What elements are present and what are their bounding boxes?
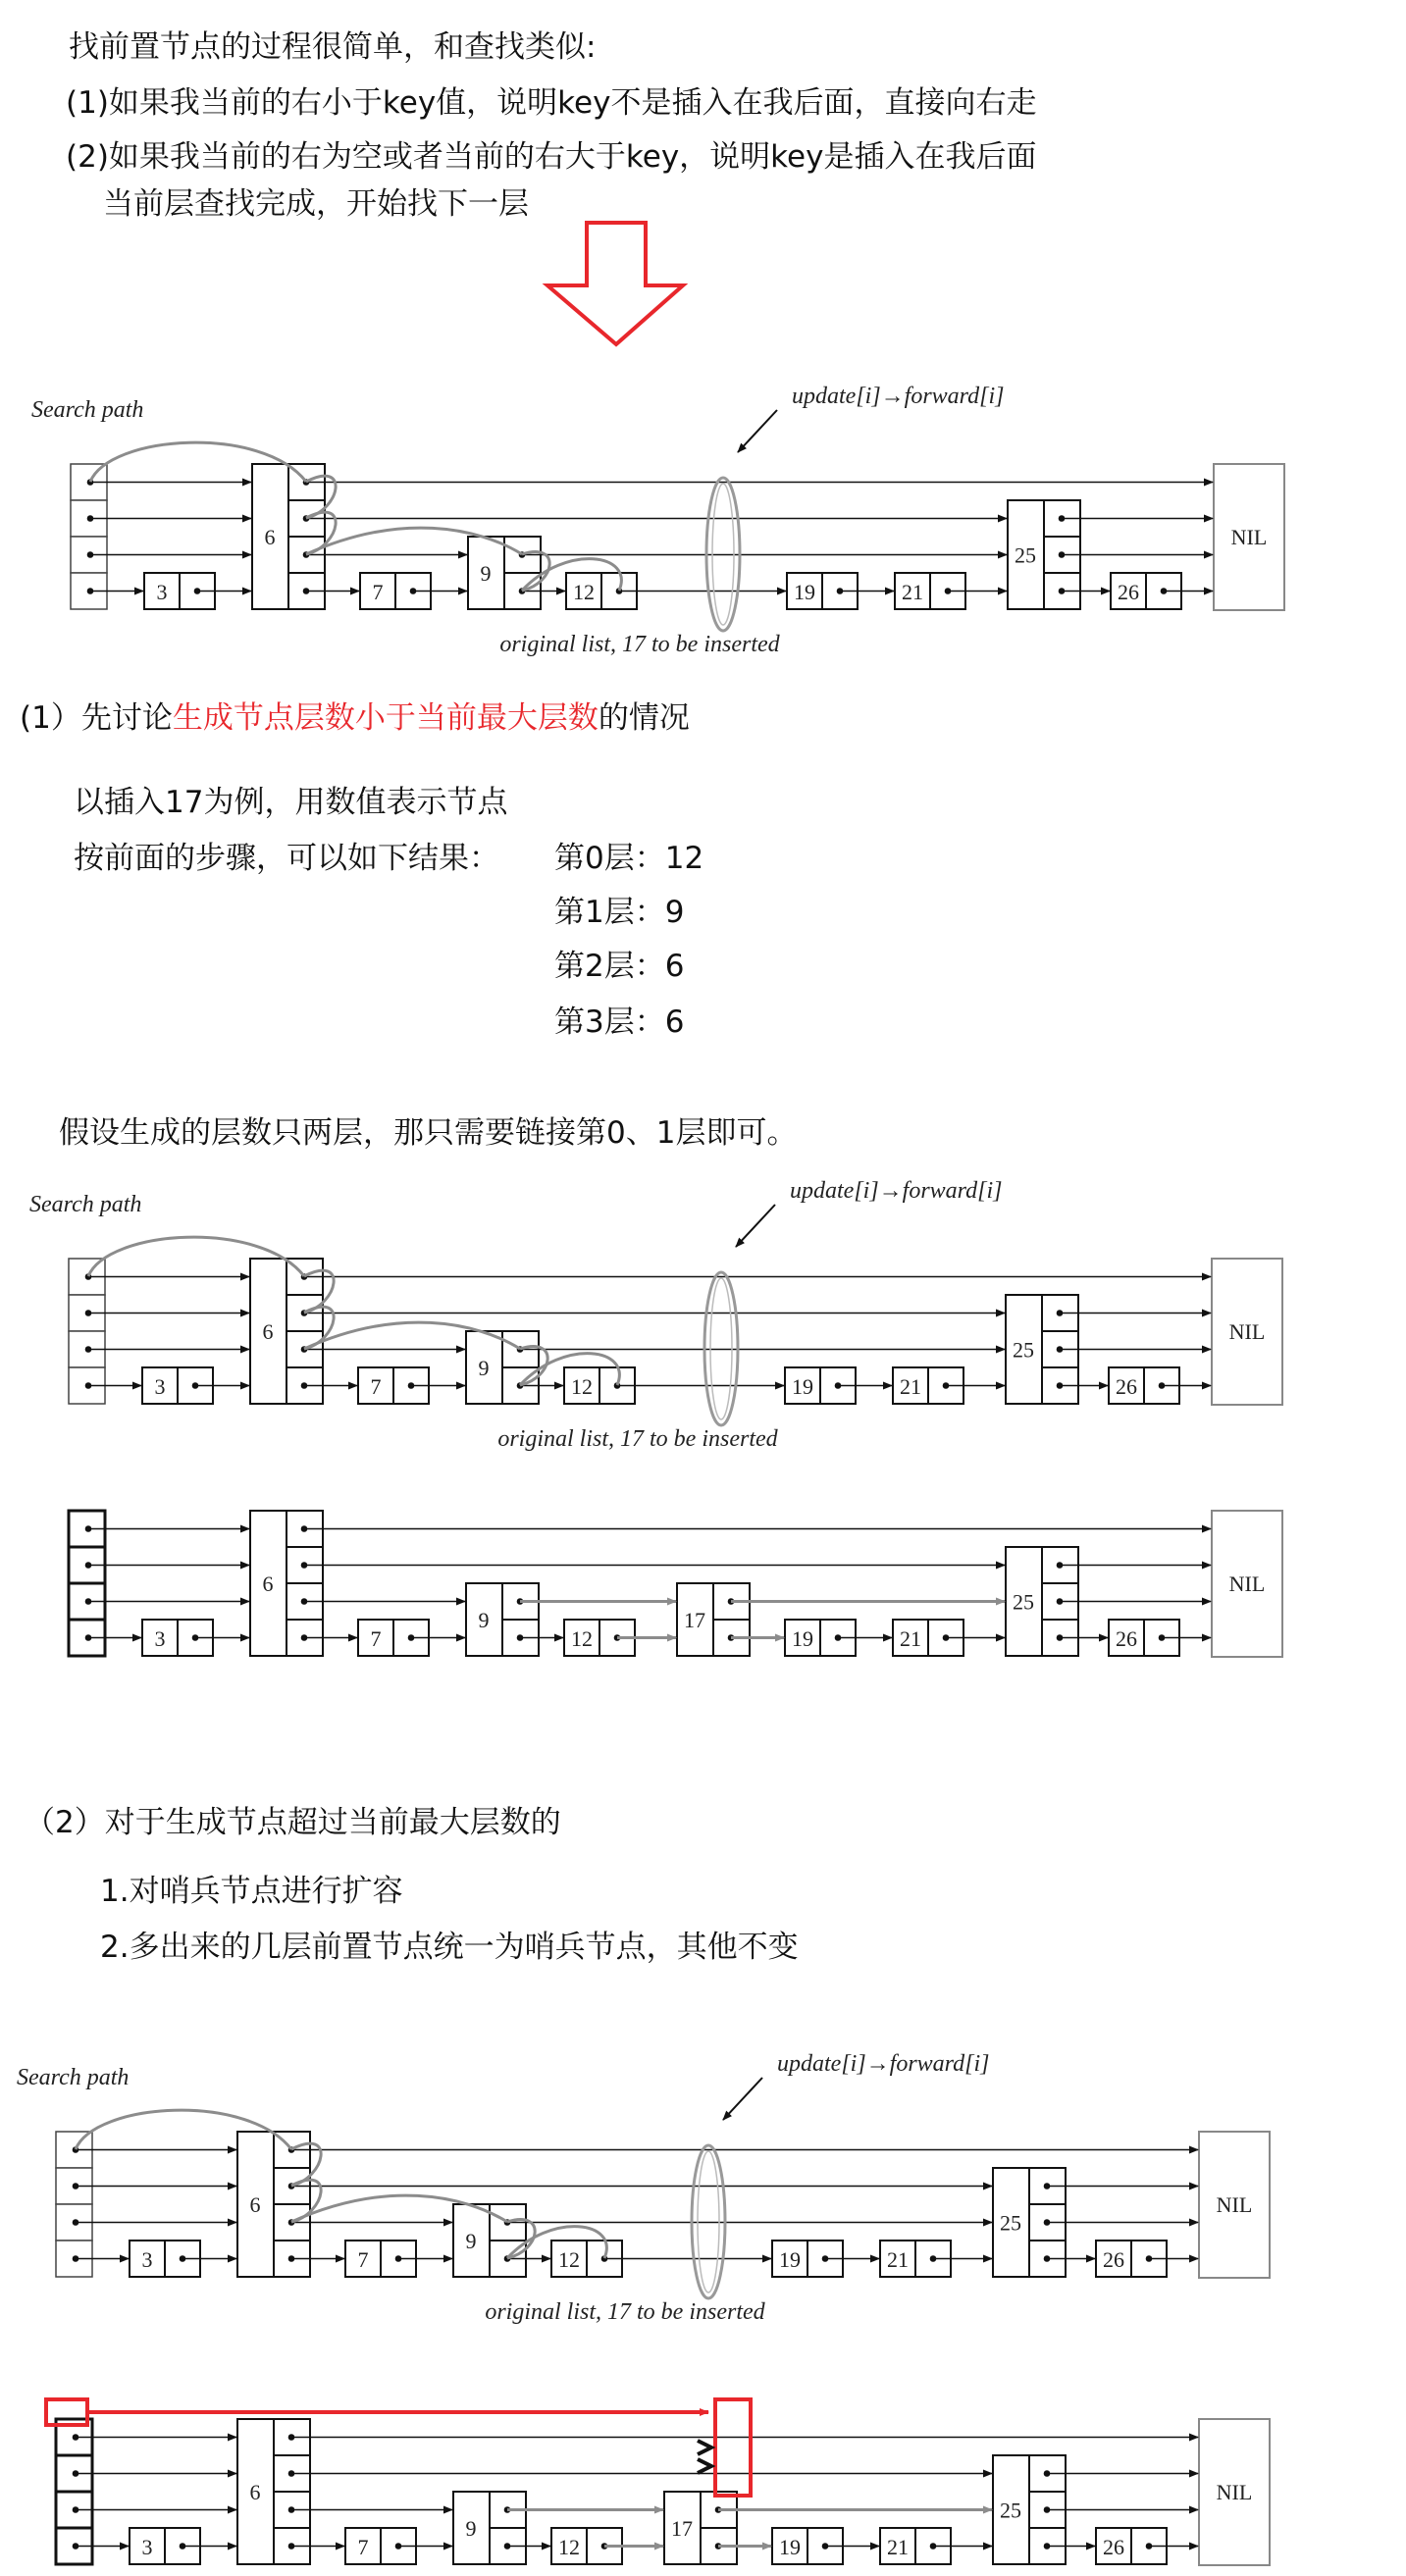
new-levels-highlight xyxy=(715,2399,751,2496)
result-level-1: 第1层：9 xyxy=(554,895,685,930)
case1-example: 以插入17为例，用数值表示节点 xyxy=(74,785,508,820)
node-key-6: 6 xyxy=(249,2192,261,2217)
node-key-21: 21 xyxy=(900,1626,921,1651)
search-path-label: Search path xyxy=(31,397,144,423)
case2-heading: （2）对于生成节点超过当前最大层数的 xyxy=(25,1805,561,1840)
caption-label: original list, 17 to be inserted xyxy=(499,632,780,657)
skip-list-search-diagram-2 xyxy=(0,1172,1406,1467)
node-key-25: 25 xyxy=(1000,2498,1021,2523)
node-key-9: 9 xyxy=(465,2229,477,2253)
node-key-25: 25 xyxy=(1013,1337,1034,1363)
result-level-0: 第0层：12 xyxy=(554,841,704,876)
node-key-26: 26 xyxy=(1116,1374,1137,1399)
node-key-12: 12 xyxy=(571,1374,593,1399)
update-forward-label: update[i]→forward[i] xyxy=(790,1178,1003,1204)
node-key-9: 9 xyxy=(465,2516,477,2541)
node-key-9: 9 xyxy=(480,561,492,586)
update-pointer-arrow xyxy=(723,2078,762,2120)
node-key-21: 21 xyxy=(902,580,923,604)
node-key-25: 25 xyxy=(1015,542,1036,568)
node-key-9: 9 xyxy=(478,1608,490,1632)
intro-line-2: (1)如果我当前的右小于key值，说明key不是插入在我后面，直接向右走 xyxy=(66,85,1037,121)
node-key-6: 6 xyxy=(262,1319,274,1344)
nil-label: NIL xyxy=(1228,1571,1266,1596)
node-key-17: 17 xyxy=(684,1608,705,1632)
node-key-6: 6 xyxy=(262,1571,274,1596)
node-key-25: 25 xyxy=(1013,1589,1034,1615)
node-key-7: 7 xyxy=(370,1374,382,1399)
node-key-17: 17 xyxy=(671,2516,693,2541)
skip-list-search-diagram-1 xyxy=(0,378,1406,672)
node-key-19: 19 xyxy=(792,1626,813,1651)
intro-line-1: 找前置节点的过程很简单，和查找类似: xyxy=(69,29,597,65)
node-key-12: 12 xyxy=(558,2535,580,2559)
down-arrow-icon xyxy=(540,221,687,348)
case1-heading-highlight: 生成节点层数小于当前最大层数 xyxy=(172,700,599,736)
node-key-6: 6 xyxy=(249,2480,261,2504)
node-key-19: 19 xyxy=(794,580,815,604)
case1-heading-post: 的情况 xyxy=(598,700,690,736)
chevron-right-icon xyxy=(698,2441,711,2454)
node-key-9: 9 xyxy=(478,1356,490,1380)
update-pointer-arrow xyxy=(738,410,777,452)
skip-list-search-diagram-3 xyxy=(0,2045,1406,2340)
skip-list-inserted-diagram-1 xyxy=(0,1491,1406,1677)
node-key-26: 26 xyxy=(1116,1626,1137,1651)
node-key-12: 12 xyxy=(571,1626,593,1651)
chevron-right-icon xyxy=(698,2459,711,2473)
result-level-2: 第2层：6 xyxy=(554,949,685,984)
case2-item-1: 1.对哨兵节点进行扩容 xyxy=(100,1874,403,1909)
node-key-12: 12 xyxy=(573,580,595,604)
node-key-26: 26 xyxy=(1118,580,1139,604)
node-key-26: 26 xyxy=(1103,2247,1124,2272)
node-key-19: 19 xyxy=(792,1374,813,1399)
skip-list-inserted-diagram-2 xyxy=(0,2344,1406,2576)
case2-item-2: 2.多出来的几层前置节点统一为哨兵节点，其他不变 xyxy=(100,1930,799,1965)
case1-assumption: 假设生成的层数只两层，那只需要链接第0、1层即可。 xyxy=(59,1115,798,1151)
node-key-7: 7 xyxy=(372,580,384,604)
nil-label: NIL xyxy=(1216,2480,1253,2504)
nil-label: NIL xyxy=(1230,525,1268,549)
node-key-3: 3 xyxy=(154,1626,166,1651)
node-key-7: 7 xyxy=(357,2535,369,2559)
update-forward-label: update[i]→forward[i] xyxy=(792,384,1005,409)
case1-heading xyxy=(20,698,690,738)
intro-line-3: (2)如果我当前的右为空或者当前的右大于key，说明key是插入在我后面 xyxy=(66,139,1037,175)
node-key-25: 25 xyxy=(1000,2210,1021,2236)
node-key-3: 3 xyxy=(156,580,168,604)
caption-label: original list, 17 to be inserted xyxy=(485,2299,765,2325)
node-key-3: 3 xyxy=(154,1374,166,1399)
nil-label: NIL xyxy=(1228,1319,1266,1344)
node-key-6: 6 xyxy=(264,525,276,549)
node-key-12: 12 xyxy=(558,2247,580,2272)
result-level-3: 第3层：6 xyxy=(554,1005,685,1040)
node-key-7: 7 xyxy=(370,1626,382,1651)
node-key-19: 19 xyxy=(779,2247,801,2272)
node-key-21: 21 xyxy=(887,2535,909,2559)
update-pointer-arrow xyxy=(736,1205,775,1247)
node-key-3: 3 xyxy=(141,2535,153,2559)
case1-steps-label: 按前面的步骤，可以如下结果： xyxy=(74,841,499,876)
node-key-7: 7 xyxy=(357,2247,369,2272)
node-key-21: 21 xyxy=(900,1374,921,1399)
update-forward-label: update[i]→forward[i] xyxy=(777,2051,990,2077)
case1-heading-pre: (1）先讨论 xyxy=(20,700,173,736)
search-path-label: Search path xyxy=(17,2065,130,2090)
caption-label: original list, 17 to be inserted xyxy=(497,1426,778,1452)
node-key-26: 26 xyxy=(1103,2535,1124,2559)
node-key-21: 21 xyxy=(887,2247,909,2272)
node-key-19: 19 xyxy=(779,2535,801,2559)
search-path-label: Search path xyxy=(29,1192,142,1217)
node-key-3: 3 xyxy=(141,2247,153,2272)
nil-label: NIL xyxy=(1216,2192,1253,2217)
intro-line-4: 当前层查找完成，开始找下一层 xyxy=(103,186,529,222)
